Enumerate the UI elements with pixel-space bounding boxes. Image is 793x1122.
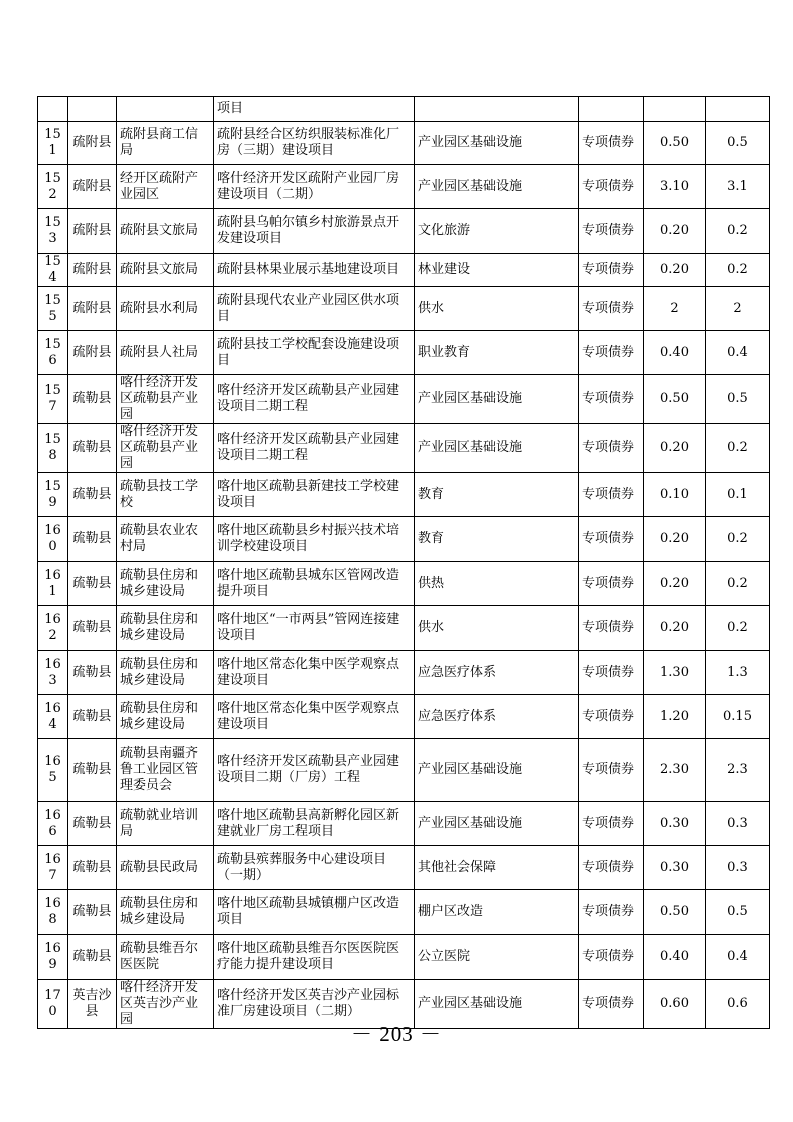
amount-cell: 0.20: [644, 424, 706, 473]
row-number: 156: [38, 331, 68, 375]
amount-cell: 0.20: [644, 606, 706, 651]
unit-cell: 疏附县人社局: [117, 331, 214, 375]
county-cell: 疏勒县: [68, 375, 117, 424]
unit-cell: 喀什经济开发区英吉沙产业园: [117, 980, 214, 1029]
bond-type-cell: 专项债券: [579, 287, 644, 331]
project-type-cell: [415, 97, 579, 122]
row-number: 168: [38, 890, 68, 935]
bond-type-cell: 专项债券: [579, 375, 644, 424]
table-row: [38, 802, 770, 846]
issued-amount-cell: 0.2: [706, 424, 770, 473]
row-number: 160: [38, 517, 68, 562]
issued-amount-cell: 0.5: [706, 375, 770, 424]
project-name-cell: 喀什地区疏勒县城镇棚户区改造项目: [214, 890, 415, 935]
issued-amount-cell: 0.15: [706, 695, 770, 739]
project-type-cell: 应急医疗体系: [415, 651, 579, 695]
project-type-cell: 其他社会保障: [415, 846, 579, 890]
table-row: [38, 890, 770, 935]
unit-cell: 疏附县文旅局: [117, 254, 214, 287]
bond-type-cell: 专项债券: [579, 165, 644, 209]
row-number: 167: [38, 846, 68, 890]
project-name-cell: 喀什地区疏勒县乡村振兴技术培训学校建设项目: [214, 517, 415, 562]
amount-cell: 0.40: [644, 935, 706, 980]
project-name-cell: 喀什地区疏勒县新建技工学校建设项目: [214, 473, 415, 517]
project-type-cell: 文化旅游: [415, 209, 579, 254]
bond-type-cell: 专项债券: [579, 254, 644, 287]
county-cell: 疏勒县: [68, 651, 117, 695]
project-type-cell: 产业园区基础设施: [415, 165, 579, 209]
project-name-cell: 喀什地区“一市两县”管网连接建设项目: [214, 606, 415, 651]
project-type-cell: 教育: [415, 517, 579, 562]
unit-cell: 疏勒县住房和城乡建设局: [117, 890, 214, 935]
project-type-cell: 产业园区基础设施: [415, 375, 579, 424]
table-row: [38, 695, 770, 739]
issued-amount-cell: 1.3: [706, 651, 770, 695]
bond-type-cell: 专项债券: [579, 331, 644, 375]
project-name-cell: 疏附县技工学校配套设施建设项目: [214, 331, 415, 375]
issued-amount-cell: 0.2: [706, 606, 770, 651]
county-cell: [68, 97, 117, 122]
amount-cell: 0.20: [644, 517, 706, 562]
issued-amount-cell: 0.2: [706, 209, 770, 254]
row-number: 155: [38, 287, 68, 331]
unit-cell: 喀什经济开发区疏勒县产业园: [117, 375, 214, 424]
issued-amount-cell: 0.3: [706, 802, 770, 846]
county-cell: 疏附县: [68, 287, 117, 331]
amount-cell: 0.30: [644, 846, 706, 890]
county-cell: 疏附县: [68, 331, 117, 375]
project-name-cell: 项目: [214, 97, 415, 122]
project-name-cell: 喀什经济开发区疏附产业园厂房建设项目（二期）: [214, 165, 415, 209]
row-number: 152: [38, 165, 68, 209]
amount-cell: 0.30: [644, 802, 706, 846]
project-type-cell: 供水: [415, 287, 579, 331]
unit-cell: 疏勒县民政局: [117, 846, 214, 890]
table-row: [38, 209, 770, 254]
row-number: 159: [38, 473, 68, 517]
row-number: [38, 97, 68, 122]
county-cell: 英吉沙县: [68, 980, 117, 1029]
project-name-cell: 喀什地区常态化集中医学观察点建设项目: [214, 651, 415, 695]
issued-amount-cell: [706, 97, 770, 122]
table-row: [38, 375, 770, 424]
bond-type-cell: 专项债券: [579, 473, 644, 517]
table-row: [38, 935, 770, 980]
table-row: [38, 846, 770, 890]
row-number: 163: [38, 651, 68, 695]
unit-cell: 疏勒就业培训局: [117, 802, 214, 846]
row-number: 158: [38, 424, 68, 473]
table-row: [38, 331, 770, 375]
issued-amount-cell: 0.2: [706, 562, 770, 606]
table-row: [38, 473, 770, 517]
project-name-cell: 疏附县现代农业产业园区供水项目: [214, 287, 415, 331]
county-cell: 疏附县: [68, 209, 117, 254]
amount-cell: 0.10: [644, 473, 706, 517]
county-cell: 疏勒县: [68, 473, 117, 517]
project-name-cell: 喀什经济开发区疏勒县产业园建设项目二期（厂房）工程: [214, 739, 415, 802]
project-type-cell: 供水: [415, 606, 579, 651]
county-cell: 疏勒县: [68, 739, 117, 802]
bond-type-cell: 专项债券: [579, 209, 644, 254]
county-cell: 疏勒县: [68, 802, 117, 846]
issued-amount-cell: 0.1: [706, 473, 770, 517]
issued-amount-cell: 0.2: [706, 254, 770, 287]
amount-cell: 2.30: [644, 739, 706, 802]
project-name-cell: 喀什地区常态化集中医学观察点建设项目: [214, 695, 415, 739]
bond-type-cell: 专项债券: [579, 424, 644, 473]
bond-project-table: [37, 96, 770, 1029]
unit-cell: 疏勒县住房和城乡建设局: [117, 695, 214, 739]
amount-cell: 0.60: [644, 980, 706, 1029]
project-name-cell: 喀什地区疏勒县城东区管网改造提升项目: [214, 562, 415, 606]
project-name-cell: 喀什经济开发区疏勒县产业园建设项目二期工程: [214, 424, 415, 473]
issued-amount-cell: 3.1: [706, 165, 770, 209]
row-number: 153: [38, 209, 68, 254]
project-name-cell: 疏附县经合区纺织服装标准化厂房（三期）建设项目: [214, 122, 415, 165]
table-row: [38, 254, 770, 287]
project-type-cell: 公立医院: [415, 935, 579, 980]
amount-cell: 0.20: [644, 254, 706, 287]
bond-type-cell: 专项债券: [579, 695, 644, 739]
unit-cell: 经开区疏附产业园区: [117, 165, 214, 209]
bond-type-cell: 专项债券: [579, 562, 644, 606]
issued-amount-cell: 0.4: [706, 331, 770, 375]
bond-type-cell: 专项债券: [579, 846, 644, 890]
county-cell: 疏勒县: [68, 695, 117, 739]
project-name-cell: 疏勒县殡葬服务中心建设项目（一期）: [214, 846, 415, 890]
amount-cell: 3.10: [644, 165, 706, 209]
unit-cell: 疏勒县农业农村局: [117, 517, 214, 562]
issued-amount-cell: 2: [706, 287, 770, 331]
county-cell: 疏勒县: [68, 846, 117, 890]
county-cell: 疏勒县: [68, 606, 117, 651]
unit-cell: 疏勒县住房和城乡建设局: [117, 562, 214, 606]
amount-cell: 1.20: [644, 695, 706, 739]
project-type-cell: 产业园区基础设施: [415, 739, 579, 802]
unit-cell: [117, 97, 214, 122]
issued-amount-cell: 0.6: [706, 980, 770, 1029]
bond-type-cell: [579, 97, 644, 122]
unit-cell: 疏勒县技工学校: [117, 473, 214, 517]
project-type-cell: 应急医疗体系: [415, 695, 579, 739]
table-body: [38, 97, 770, 1029]
issued-amount-cell: 2.3: [706, 739, 770, 802]
table-row: [38, 97, 770, 122]
row-number: 154: [38, 254, 68, 287]
project-name-cell: 疏附县乌帕尔镇乡村旅游景点开发建设项目: [214, 209, 415, 254]
bond-type-cell: 专项债券: [579, 651, 644, 695]
bond-type-cell: 专项债券: [579, 890, 644, 935]
project-type-cell: 林业建设: [415, 254, 579, 287]
amount-cell: 1.30: [644, 651, 706, 695]
project-name-cell: 疏附县林果业展示基地建设项目: [214, 254, 415, 287]
unit-cell: 疏勒县住房和城乡建设局: [117, 651, 214, 695]
project-type-cell: 教育: [415, 473, 579, 517]
bond-type-cell: 专项债券: [579, 935, 644, 980]
row-number: 166: [38, 802, 68, 846]
amount-cell: 0.50: [644, 890, 706, 935]
county-cell: 疏附县: [68, 254, 117, 287]
row-number: 165: [38, 739, 68, 802]
amount-cell: 2: [644, 287, 706, 331]
bond-type-cell: 专项债券: [579, 980, 644, 1029]
county-cell: 疏勒县: [68, 935, 117, 980]
project-type-cell: 职业教育: [415, 331, 579, 375]
project-type-cell: 产业园区基础设施: [415, 802, 579, 846]
row-number: 162: [38, 606, 68, 651]
county-cell: 疏勒县: [68, 424, 117, 473]
amount-cell: 0.20: [644, 209, 706, 254]
bond-type-cell: 专项债券: [579, 122, 644, 165]
project-name-cell: 喀什经济开发区英吉沙产业园标准厂房建设项目（二期）: [214, 980, 415, 1029]
amount-cell: [644, 97, 706, 122]
bond-type-cell: 专项债券: [579, 517, 644, 562]
amount-cell: 0.50: [644, 122, 706, 165]
table-row: [38, 606, 770, 651]
page-number: － 203 －: [351, 1022, 442, 1046]
table-row: [38, 517, 770, 562]
project-name-cell: 喀什地区疏勒县高新孵化园区新建就业厂房工程项目: [214, 802, 415, 846]
project-type-cell: 棚户区改造: [415, 890, 579, 935]
bond-type-cell: 专项债券: [579, 802, 644, 846]
project-type-cell: 供热: [415, 562, 579, 606]
amount-cell: 0.50: [644, 375, 706, 424]
table-row: [38, 739, 770, 802]
county-cell: 疏附县: [68, 122, 117, 165]
table-row: [38, 287, 770, 331]
table-row: [38, 165, 770, 209]
row-number: 164: [38, 695, 68, 739]
unit-cell: 疏勒县维吾尔医医院: [117, 935, 214, 980]
amount-cell: 0.40: [644, 331, 706, 375]
issued-amount-cell: 0.5: [706, 122, 770, 165]
project-type-cell: 产业园区基础设施: [415, 980, 579, 1029]
project-type-cell: 产业园区基础设施: [415, 424, 579, 473]
row-number: 157: [38, 375, 68, 424]
unit-cell: 疏附县商工信局: [117, 122, 214, 165]
unit-cell: 疏勒县住房和城乡建设局: [117, 606, 214, 651]
bond-type-cell: 专项债券: [579, 606, 644, 651]
unit-cell: 疏勒县南疆齐鲁工业园区管理委员会: [117, 739, 214, 802]
issued-amount-cell: 0.5: [706, 890, 770, 935]
issued-amount-cell: 0.2: [706, 517, 770, 562]
issued-amount-cell: 0.3: [706, 846, 770, 890]
table-row: [38, 562, 770, 606]
table-row: [38, 651, 770, 695]
unit-cell: 喀什经济开发区疏勒县产业园: [117, 424, 214, 473]
project-type-cell: 产业园区基础设施: [415, 122, 579, 165]
county-cell: 疏附县: [68, 165, 117, 209]
county-cell: 疏勒县: [68, 890, 117, 935]
row-number: 169: [38, 935, 68, 980]
row-number: 161: [38, 562, 68, 606]
issued-amount-cell: 0.4: [706, 935, 770, 980]
project-name-cell: 喀什地区疏勒县维吾尔医医院医疗能力提升建设项目: [214, 935, 415, 980]
bond-type-cell: 专项债券: [579, 739, 644, 802]
table-row: [38, 122, 770, 165]
row-number: 151: [38, 122, 68, 165]
amount-cell: 0.20: [644, 562, 706, 606]
project-name-cell: 喀什经济开发区疏勒县产业园建设项目二期工程: [214, 375, 415, 424]
county-cell: 疏勒县: [68, 562, 117, 606]
row-number: 170: [38, 980, 68, 1029]
table-row: [38, 424, 770, 473]
unit-cell: 疏附县水利局: [117, 287, 214, 331]
unit-cell: 疏附县文旅局: [117, 209, 214, 254]
county-cell: 疏勒县: [68, 517, 117, 562]
